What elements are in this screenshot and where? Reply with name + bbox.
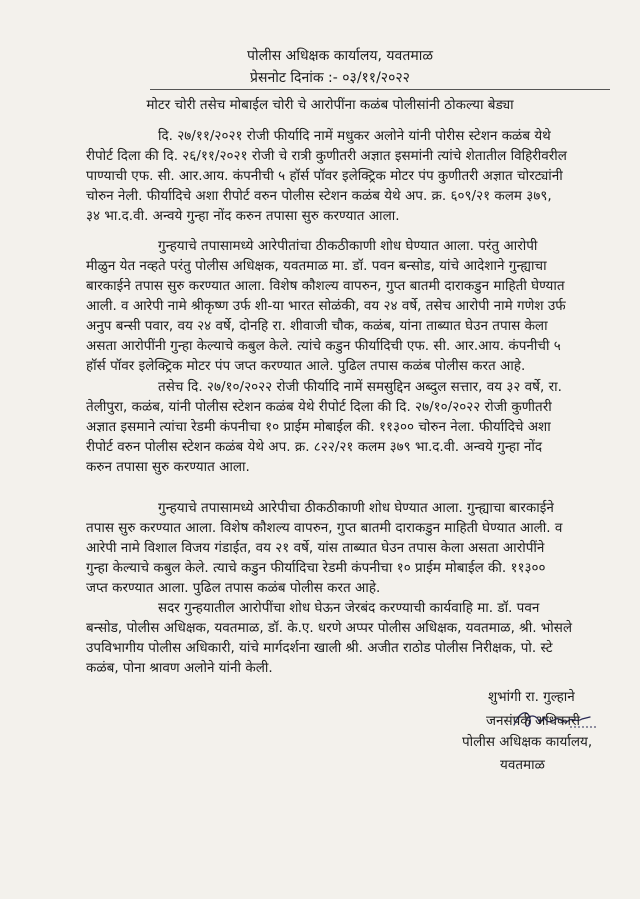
paragraph-line: पाण्याची एफ. सी. आर.आय. कंपनीची ५ हॉर्स पॉवर इलेक्ट्रिक मोटर पंप कुणीतरी अज्ञात चोरट्यांनी [86,168,563,184]
paragraph-line: सदर गुन्हयातील आरोपींचा शोध घेऊन जेरबंद करण्याची कार्यवाहि मा. डॉ. पवन [158,600,540,616]
signatory-city: यवतमाळ [500,757,545,773]
paragraph-line: चोरुन नेली. फीर्यादिचे अशा रीपोर्ट वरुन पोलीस स्टेशन कळंब येथे अप. क्र. ६०९/२१ कलम ३७९, [86,188,552,204]
signatory-office: पोलीस अधिक्षक कार्यालय, [462,734,593,750]
signatory-designation: जनसंपर्क अधिकारी [486,713,580,729]
paragraph-line: गुन्हयाचे तपासामध्ये आरेपीतांचा ठीकठीकाणी शोध घेण्यात आला. परंतु आरोपी [158,238,538,254]
paragraph-line: असता आरोपींनी गुन्हा केल्याचे कबुल केले. त्यांचे कडुन फीर्यादिची एफ. सी. आर.आय. कंपनीची ५ [86,338,561,354]
paragraph-line: बन्सोड, पोलीस अधिक्षक, यवतमाळ, डॉ. के.ए. धरणे अप्पर पोलीस अधिक्षक, यवतमाळ, श्री. भोसले [86,620,573,636]
signatory-name: शुभांगी रा. गुल्हाने [488,689,575,705]
paragraph-line: जप्त करण्यात आला. पुढिल तपास कळंब पोलीस करत आहे. [86,580,381,596]
paragraph-line: रीपोर्ट दिला की दि. २६/११/२०२१ रोजी चे रात्री कुणीतरी अज्ञात इसमांनी त्यांचे शेतातील विहिरीवरील [86,148,567,164]
paragraph-line: गुन्हयाचे तपासामध्ये आरेपीचा ठीकठीकाणी शोध घेण्यात आला. गुन्ह्याचा बारकाईने [158,500,554,516]
paragraph-line: हॉर्स पॉवर इलेक्ट्रिक मोटर पंप जप्त करण्यात आले. पुढिल तपास कळंब पोलीस करत आहे. [86,358,526,374]
paragraph-line: मीळुन येत नव्हते परंतु पोलीस अधिक्षक, यवतमाळ मा. डॉ. पवन बन्सोड, यांचे आदेशाने गुन्ह्याचा [86,258,547,274]
header-rule [150,89,610,90]
press-note-date: प्रेसनोट दिनांक :- ०३/११/२०२२ [250,70,410,86]
office-title: पोलीस अधिक्षक कार्यालय, यवतमाळ [247,48,433,64]
paragraph-5 [86,598,616,678]
paragraph-line: दि. २७/११/२०२१ रोजी फीर्यादि नामें मधुकर अलोने यांनी पोरीस स्टेशन कळंब येथे [158,128,551,144]
paragraph-line: अनुप बन्सी पवार, वय २४ वर्षे, दोनहि रा. शीवाजी चौक, कळंब, यांना ताब्यात घेउन तपास केला [86,318,548,334]
paragraph-line: तेलीपुरा, कळंब, यांनी पोलीस स्टेशन कळंब येथे रीपोर्ट दिला की दि. २७/१०/२०२२ रोजी कुणीतरी [86,399,552,415]
paragraph-1 [86,126,616,226]
paragraph-line: अज्ञात इसमाने त्यांचा रेडमी कंपनीचा १० प्राईम मोबाईल की. ११३०० चोरुन नेला. फीर्यादिचे अशा [86,419,551,435]
paragraph-4 [86,498,616,598]
paragraph-3 [86,377,616,477]
paragraph-line: तसेच दि. २७/१०/२०२२ रोजी फीर्यादि नामें समसुद्दिन अब्दुल सत्तार, वय ३२ वर्षे, रा. [158,379,562,395]
subject-line: मोटर चोरी तसेच मोबाईल चोरी चे आरोपींना कळंब पोलीसांनी ठोकल्या बेड्या [146,97,514,113]
paragraph-line: ३४ भा.द.वी. अन्वये गुन्हा नोंद करुन तपासा सुरु करण्यात आला. [86,208,400,224]
paragraph-line: रीपोर्ट वरुन पोलीस स्टेशन कळंब येथे अप. क्र. ८२२/२१ कलम ३७९ भा.द.वी. अन्वये गुन्हा नोंद [86,439,543,455]
paragraph-line: बारकाईने तपास सुरु करण्यात आला. विशेष कौशल्य वापरुन, गुप्त बातमी दाराकडुन माहिती घेण्यात [86,278,565,294]
paragraph-line: आरेपी नामे विशाल विजय गंडाईत, वय २१ वर्षे, यांस ताब्यात घेउन तपास केला असता आरोपींने [86,540,545,556]
paragraph-2 [86,236,616,376]
paragraph-line: तपास सुरु करण्यात आला. विशेष कौशल्य वापरुन, गुप्त बातमी दाराकडुन माहिती घेण्यात आली. व [86,520,563,536]
paragraph-line: आली. व आरेपी नामे श्रीकृष्ण उर्फ शी-या भारत सोळंकी, वय २४ वर्षे, तसेच आरोपी नामे गणेश उर्फ [86,298,566,314]
paragraph-line: कळंब, पोना श्रावण अलोने यांनी केली. [86,660,273,676]
paragraph-line: गुन्हा केल्याचे कबुल केले. त्याचे कडुन फीर्यादिचा रेडमी कंपनीचा १० प्राईम मोबाईल की. ११३०० [86,560,546,576]
paragraph-line: करुन तपासा सुरु करण्यात आला. [86,459,250,475]
paragraph-line: उपविभागीय पोलीस अधिकारी, यांचे मार्गदर्शना खाली श्री. अजीत राठोड पोलीस निरीक्षक, पो. स्टे [86,640,553,656]
